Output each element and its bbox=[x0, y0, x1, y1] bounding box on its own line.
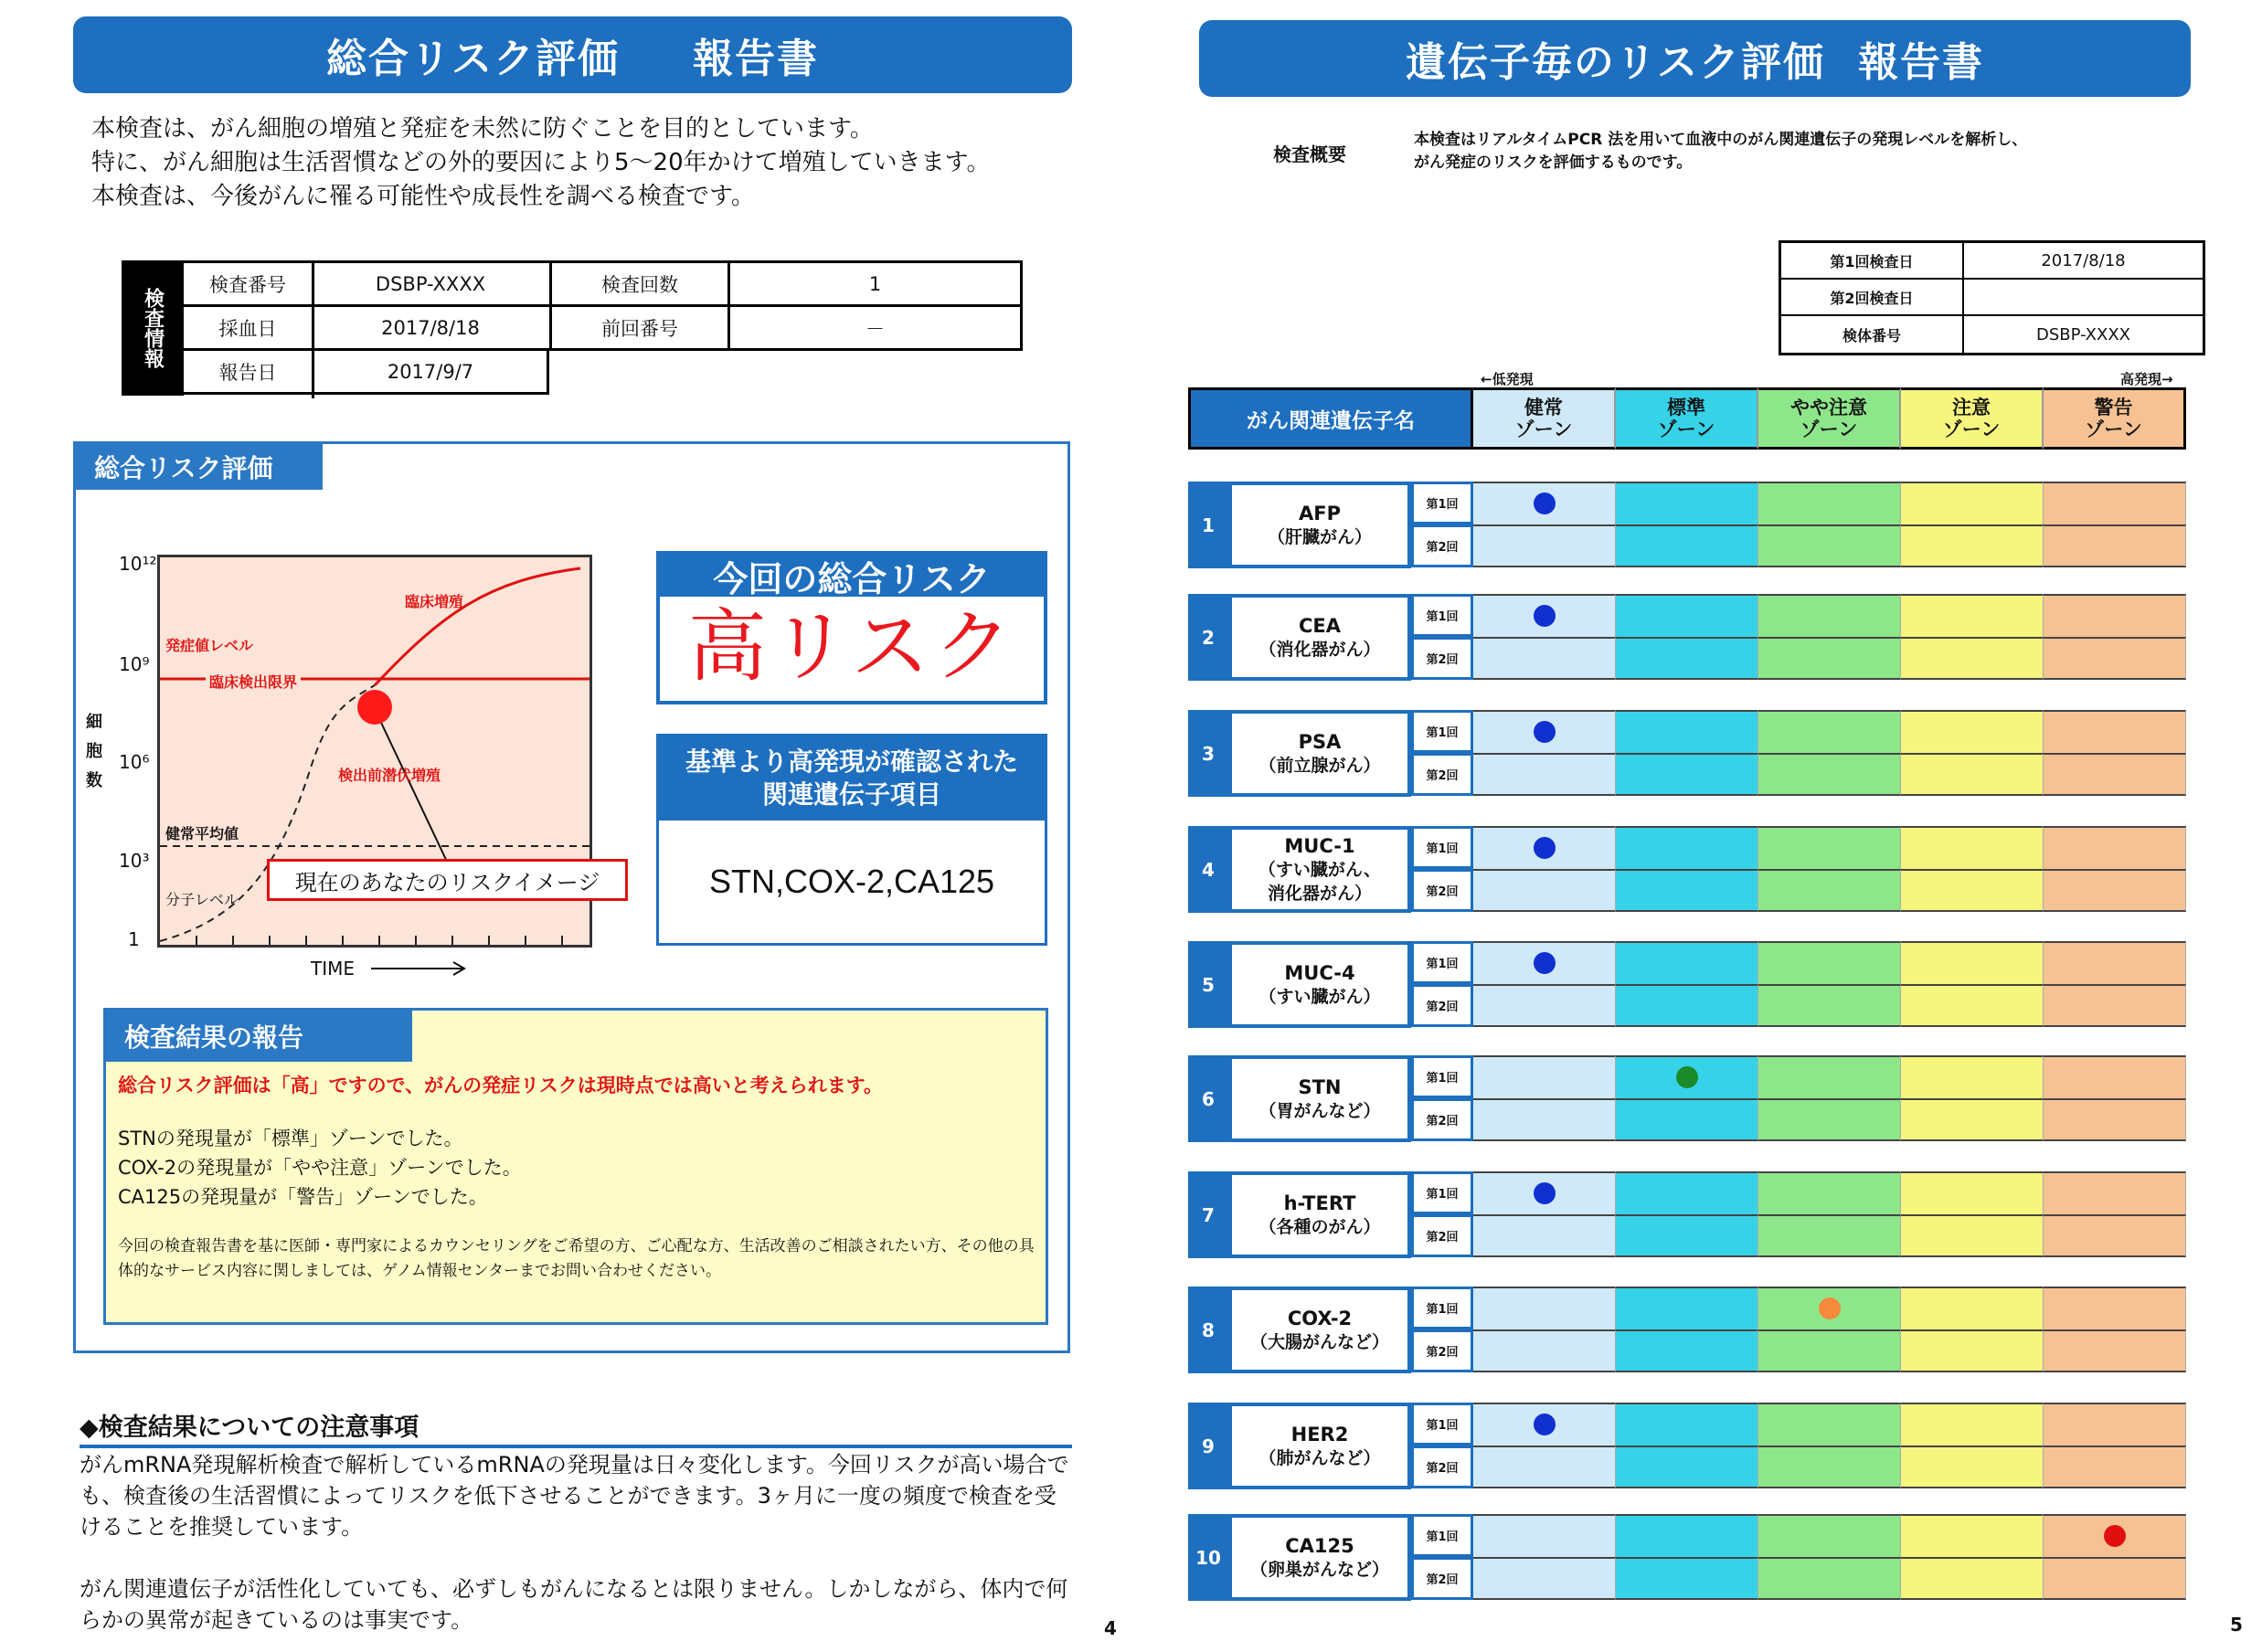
result-dot bbox=[2104, 1525, 2126, 1547]
zone-cell bbox=[1616, 482, 1758, 524]
round-2-label: 第2回 bbox=[1411, 1098, 1473, 1141]
zone-cell bbox=[1473, 984, 1616, 1027]
zone-cell bbox=[2044, 710, 2186, 753]
zone-cell bbox=[1616, 1557, 1758, 1600]
zone-cell bbox=[1473, 1214, 1616, 1257]
gene-cancer-type: （すい臓がん、 bbox=[1258, 859, 1382, 880]
zone-cell bbox=[1473, 1287, 1616, 1329]
gene-cancer-type: （肺がんなど） bbox=[1258, 1447, 1381, 1468]
zone-cell bbox=[2044, 1329, 2186, 1372]
gene-name: MUC-4 bbox=[1284, 961, 1355, 984]
zone-cell bbox=[2044, 1403, 2186, 1446]
intro-line: 特に、がん細胞は生活習慣などの外的要因により5～20年かけて増殖していきます。 bbox=[91, 149, 991, 176]
zone-cell bbox=[1616, 753, 1758, 796]
zone-cell bbox=[1758, 1098, 1901, 1141]
report-tab: 検査結果の報告 bbox=[106, 1011, 412, 1062]
zone-cell bbox=[1901, 869, 2044, 912]
gene-row bbox=[1188, 826, 2188, 913]
zone-cell bbox=[1473, 1329, 1616, 1372]
zone-cell bbox=[2044, 1446, 2186, 1488]
round-2-label: 第2回 bbox=[1411, 869, 1473, 912]
gene-name-cell bbox=[1228, 1171, 1411, 1258]
x-axis-text: TIME bbox=[311, 958, 356, 980]
zone-cell bbox=[2044, 826, 2186, 869]
gene-row bbox=[1188, 594, 2188, 681]
y-tick-label: 10⁹ bbox=[119, 653, 150, 675]
gene-number: 8 bbox=[1188, 1287, 1228, 1373]
zone-cell bbox=[2044, 524, 2186, 567]
high-expression-genes-box bbox=[656, 734, 1047, 946]
zone-cell bbox=[1758, 1329, 1901, 1372]
gene-row bbox=[1188, 482, 2188, 568]
gene-row bbox=[1188, 1055, 2188, 1142]
gene-name-cell bbox=[1228, 1403, 1411, 1489]
label-molecular-level: 分子レベル bbox=[165, 891, 239, 908]
zone-cell bbox=[2044, 1287, 2186, 1329]
zone-cell bbox=[1901, 826, 2044, 869]
high-expression-title bbox=[659, 736, 1045, 821]
zone-cell bbox=[2044, 482, 2186, 524]
gene-name: HER2 bbox=[1290, 1423, 1349, 1446]
label-healthy-average: 健常平均値 bbox=[165, 825, 239, 842]
low-expression-label: ←低発現 bbox=[1481, 371, 1534, 387]
zone-cell bbox=[1901, 1214, 2044, 1257]
gene-name: MUC-1 bbox=[1284, 834, 1355, 857]
info-val-blood: 2017/8/18 bbox=[312, 307, 549, 351]
zone-cell bbox=[1758, 1446, 1901, 1488]
gene-name: CA125 bbox=[1285, 1534, 1354, 1557]
round-2-label: 第2回 bbox=[1411, 524, 1473, 567]
gene-name-cell bbox=[1228, 941, 1411, 1028]
gene-row bbox=[1188, 1171, 2188, 1258]
result-dot bbox=[1534, 721, 1556, 743]
zone-cell bbox=[1901, 1557, 2044, 1600]
zone-cell bbox=[1901, 1287, 2044, 1329]
current-risk-value: 高リスク bbox=[687, 601, 1016, 693]
zone-cell bbox=[1901, 1171, 2044, 1214]
zone-cell bbox=[1758, 753, 1901, 796]
zone-header bbox=[1901, 387, 2044, 450]
notes-paragraph: がん関連遺伝子が活性化していても、必ずしもがんになるとは限りません。しかしながら、体内で何らかの異常が起きているのは事実です。 bbox=[80, 1576, 1068, 1633]
gene-name-cell bbox=[1228, 710, 1411, 797]
zone-cell bbox=[1758, 482, 1901, 524]
zone-cell bbox=[1616, 1287, 1758, 1329]
gene-row bbox=[1188, 710, 2188, 797]
zone-cell bbox=[1901, 482, 2044, 524]
round-1-label: 第1回 bbox=[1411, 826, 1473, 869]
gene-number: 1 bbox=[1188, 482, 1228, 568]
gene-name: h-TERT bbox=[1283, 1191, 1356, 1214]
gene-name: AFP bbox=[1299, 502, 1341, 524]
zone-cell bbox=[1758, 1171, 1901, 1214]
zone-cell bbox=[1616, 1171, 1758, 1214]
zone-cell bbox=[2044, 941, 2186, 984]
zone-header-line1: 注意 bbox=[1952, 397, 1991, 418]
info-key-blood: 採血日 bbox=[184, 307, 312, 351]
zone-header-line2: ゾーン bbox=[1800, 418, 1858, 440]
high-expression-label: 高発現→ bbox=[2120, 371, 2173, 387]
zone-cell bbox=[1473, 1514, 1616, 1557]
result-dot bbox=[1534, 492, 1556, 514]
zone-cell bbox=[1616, 1329, 1758, 1372]
zone-cell bbox=[1758, 1403, 1901, 1446]
result-dot bbox=[1534, 1182, 1556, 1204]
zone-cell bbox=[1758, 941, 1901, 984]
zone-cell bbox=[1901, 524, 2044, 567]
round-1-label: 第1回 bbox=[1411, 482, 1473, 524]
gene-name-cell bbox=[1228, 594, 1411, 681]
gene-cancer-type: （消化器がん） bbox=[1258, 639, 1381, 660]
zone-cell bbox=[1473, 524, 1616, 567]
zone-cell bbox=[2044, 1214, 2186, 1257]
gene-row bbox=[1188, 941, 2188, 1028]
right-title-suffix: 報告書 bbox=[1858, 39, 1985, 86]
zone-cell bbox=[1901, 984, 2044, 1027]
zone-cell bbox=[1616, 984, 1758, 1027]
result-dot bbox=[1534, 952, 1556, 974]
gene-name-header: がん関連遺伝子名 bbox=[1188, 387, 1473, 450]
y-tick-label: 1 bbox=[128, 928, 140, 950]
notes-title: ◆検査結果についての注意事項 bbox=[80, 1407, 1072, 1448]
zone-cell bbox=[1616, 710, 1758, 753]
zone-cell bbox=[1758, 984, 1901, 1027]
zone-header-line2: ゾーン bbox=[1657, 418, 1715, 440]
gene-number: 4 bbox=[1188, 826, 1228, 913]
zone-cell bbox=[1901, 710, 2044, 753]
gene-cancer-type: （胃がんなど） bbox=[1258, 1100, 1381, 1121]
summary-line: がん発症のリスクを評価するものです。 bbox=[1414, 154, 1693, 172]
gene-cancer-type: （卵巣がんなど） bbox=[1249, 1559, 1389, 1580]
round-2-label: 第2回 bbox=[1411, 753, 1473, 796]
test-date-table bbox=[1779, 240, 2205, 355]
report-summary: 総合リスク評価は「高」ですので、がんの発症リスクは現時点では高いと考えられます。 bbox=[118, 1075, 884, 1096]
gene-name: COX-2 bbox=[1287, 1307, 1353, 1329]
x-axis-label bbox=[311, 958, 472, 980]
zone-cell bbox=[1616, 637, 1758, 680]
info-side-label: 検査情報 bbox=[122, 260, 184, 396]
page-number-left: 4 bbox=[1104, 1617, 1117, 1639]
label-latent-growth: 検出前潜伏増殖 bbox=[338, 767, 441, 784]
zone-cell bbox=[1616, 524, 1758, 567]
notes-paragraph: がんmRNA発現解析検査で解析しているmRNAの発現量は日々変化します。今回リスクが高い場合でも、検査後の生活習慣によってリスクを低下させることができます。3ヶ月に一度の頻度で検査を受けることを推奨しています。 bbox=[80, 1452, 1069, 1540]
round-1-label: 第1回 bbox=[1411, 1514, 1473, 1557]
zone-cell bbox=[1758, 1214, 1901, 1257]
y-axis-label: 細胞数 bbox=[83, 713, 102, 800]
right-title-main: 遺伝子毎のリスク評価 bbox=[1405, 39, 1826, 86]
gene-cancer-type: （肝臓がん） bbox=[1267, 526, 1372, 547]
zone-cell bbox=[1901, 941, 2044, 984]
left-title-main: 総合リスク評価 bbox=[325, 36, 621, 82]
zone-cell bbox=[1616, 1098, 1758, 1141]
zone-cell bbox=[1616, 826, 1758, 869]
y-tick-label: 10¹² bbox=[119, 553, 157, 575]
zone-cell bbox=[1473, 1055, 1616, 1098]
info-key-count: 検査回数 bbox=[549, 263, 727, 307]
current-risk-title: 今回の総合リスク bbox=[660, 555, 1044, 597]
zone-cell bbox=[1616, 941, 1758, 984]
zone-cell bbox=[2044, 1055, 2186, 1098]
gene-name: PSA bbox=[1298, 730, 1342, 753]
result-dot bbox=[1534, 605, 1556, 627]
intro-text bbox=[91, 112, 991, 214]
label-clinical-growth: 臨床増殖 bbox=[405, 593, 464, 610]
zone-cell bbox=[1616, 1446, 1758, 1488]
zone-cell bbox=[1901, 1514, 2044, 1557]
label-onset-level: 発症値レベル bbox=[165, 637, 254, 654]
risk-image-callout: 現在のあなたのリスクイメージ bbox=[267, 859, 628, 901]
gene-number: 7 bbox=[1188, 1171, 1228, 1258]
zone-header-line1: 健常 bbox=[1524, 397, 1563, 418]
result-dot bbox=[1534, 1414, 1556, 1435]
zone-header bbox=[1758, 387, 1901, 450]
zone-cell bbox=[1758, 637, 1901, 680]
zone-cell bbox=[2044, 1557, 2186, 1600]
specimen-no-key: 検体番号 bbox=[1781, 316, 1964, 353]
current-risk-marker bbox=[357, 690, 392, 725]
zone-header-line2: ゾーン bbox=[2085, 418, 2142, 440]
round-1-label: 第1回 bbox=[1411, 1171, 1473, 1214]
zone-cell bbox=[1473, 869, 1616, 912]
gene-number: 6 bbox=[1188, 1055, 1228, 1142]
zone-cell bbox=[1758, 1055, 1901, 1098]
gene-name-cell bbox=[1228, 1514, 1411, 1601]
zone-cell bbox=[1616, 869, 1758, 912]
zone-cell bbox=[1473, 753, 1616, 796]
zone-header-line1: やや注意 bbox=[1790, 397, 1867, 418]
round-2-label: 第2回 bbox=[1411, 1446, 1473, 1488]
zone-cell bbox=[1901, 1403, 2044, 1446]
zone-cell bbox=[1901, 594, 2044, 637]
gene-name-cell bbox=[1228, 826, 1411, 913]
round-1-label: 第1回 bbox=[1411, 1403, 1473, 1446]
second-test-date-key: 第2回検査日 bbox=[1781, 280, 1964, 314]
gene-cancer-type: 消化器がん） bbox=[1267, 883, 1372, 904]
zone-cell bbox=[1901, 1098, 2044, 1141]
result-dot bbox=[1676, 1066, 1698, 1088]
gene-cancer-type: （各種のがん） bbox=[1258, 1216, 1381, 1237]
round-1-label: 第1回 bbox=[1411, 1287, 1473, 1329]
round-1-label: 第1回 bbox=[1411, 1055, 1473, 1098]
gene-row bbox=[1188, 1514, 2188, 1601]
round-1-label: 第1回 bbox=[1411, 941, 1473, 984]
result-dot bbox=[1819, 1297, 1841, 1319]
round-2-label: 第2回 bbox=[1411, 637, 1473, 680]
zone-cell bbox=[2044, 1171, 2186, 1214]
page-number-right: 5 bbox=[2230, 1614, 2243, 1636]
zone-header-line2: ゾーン bbox=[1942, 418, 2001, 440]
zone-header-line1: 警告 bbox=[2094, 397, 2133, 418]
zone-cell bbox=[1473, 637, 1616, 680]
zone-header bbox=[1473, 387, 1616, 450]
zone-header bbox=[1616, 387, 1758, 450]
summary-label: 検査概要 bbox=[1273, 143, 1346, 165]
info-table bbox=[184, 260, 1023, 396]
gene-number: 10 bbox=[1188, 1514, 1228, 1601]
report-line: COX-2の発現量が「やや注意」ゾーンでした。 bbox=[118, 1157, 522, 1179]
gene-name-cell bbox=[1228, 482, 1411, 568]
zone-cell bbox=[1473, 1557, 1616, 1600]
info-val-count: 1 bbox=[727, 263, 1023, 307]
y-tick-label: 10³ bbox=[119, 850, 150, 872]
test-result-report bbox=[103, 1008, 1048, 1325]
zone-cell bbox=[1616, 1214, 1758, 1257]
round-2-label: 第2回 bbox=[1411, 1214, 1473, 1257]
zone-header bbox=[2044, 387, 2186, 450]
summary-line: 本検査はリアルタイムPCR 法を用いて血液中のがん関連遺伝子の発現レベルを解析し、 bbox=[1414, 131, 2028, 149]
intro-line: 本検査は、今後がんに罹る可能性や成長性を調べる検査です。 bbox=[91, 183, 755, 210]
notes-body bbox=[80, 1449, 1072, 1636]
zone-cell bbox=[1758, 710, 1901, 753]
gene-cancer-type: （大腸がんなど） bbox=[1249, 1331, 1389, 1352]
zone-cell bbox=[2044, 984, 2186, 1027]
zone-cell bbox=[2044, 637, 2186, 680]
info-key-prev: 前回番号 bbox=[549, 307, 727, 351]
zone-cell bbox=[2044, 869, 2186, 912]
zone-cell bbox=[2044, 753, 2186, 796]
gene-number: 5 bbox=[1188, 941, 1228, 1028]
first-test-date-key: 第1回検査日 bbox=[1781, 243, 1964, 278]
gene-row bbox=[1188, 1403, 2188, 1489]
report-line: STNの発現量が「標準」ゾーンでした。 bbox=[118, 1128, 463, 1149]
high-expression-title-line2: 関連遺伝子項目 bbox=[761, 779, 941, 810]
zone-cell bbox=[1616, 1403, 1758, 1446]
gene-name-cell bbox=[1228, 1287, 1411, 1373]
gene-number: 3 bbox=[1188, 710, 1228, 797]
specimen-no-value: DSBP-XXXX bbox=[2035, 324, 2131, 344]
gene-name: STN bbox=[1298, 1075, 1342, 1098]
round-2-label: 第2回 bbox=[1411, 1329, 1473, 1372]
zone-cell bbox=[1901, 1055, 2044, 1098]
zone-cell bbox=[2044, 1098, 2186, 1141]
gene-number: 9 bbox=[1188, 1403, 1228, 1489]
zone-header-line2: ゾーン bbox=[1514, 418, 1573, 440]
second-test-date-value bbox=[1964, 280, 2203, 314]
label-detect-limit: 臨床検出限界 bbox=[206, 671, 301, 692]
report-contact-note: 今回の検査報告書を基に医師・専門家によるカウンセリングをご希望の方、ご心配な方、生活改善のご相談されたい方、その他の具体的なサービス内容に関しましては、ゲノム情報センターまでお問い合わせください。 bbox=[118, 1237, 1035, 1280]
gene-row bbox=[1188, 1287, 2188, 1373]
zone-cell bbox=[1473, 1446, 1616, 1488]
info-key-report: 報告日 bbox=[184, 351, 312, 395]
summary-text bbox=[1414, 129, 2027, 175]
report-line: CA125の発現量が「警告」ゾーンでした。 bbox=[118, 1186, 488, 1208]
info-val-prev: － bbox=[727, 307, 1023, 351]
zone-cell bbox=[1616, 1514, 1758, 1557]
first-test-date-value: 2017/8/18 bbox=[2041, 250, 2126, 270]
zone-header-line1: 標準 bbox=[1667, 397, 1705, 418]
overall-risk-tab: 総合リスク評価 bbox=[76, 444, 323, 490]
report-lines bbox=[118, 1071, 883, 1212]
left-title-suffix: 報告書 bbox=[693, 36, 820, 82]
gene-cancer-type: （前立腺がん） bbox=[1258, 755, 1381, 776]
result-dot bbox=[1534, 837, 1556, 859]
gene-name: CEA bbox=[1298, 614, 1341, 637]
left-title-banner bbox=[73, 16, 1072, 93]
zone-cell bbox=[1758, 826, 1901, 869]
zone-cell bbox=[1901, 1329, 2044, 1372]
info-key-test-no: 検査番号 bbox=[184, 263, 312, 307]
intro-line: 本検査は、がん細胞の増殖と発症を未然に防ぐことを目的としています。 bbox=[91, 115, 874, 143]
zone-cell bbox=[1616, 594, 1758, 637]
current-overall-risk-box bbox=[656, 551, 1047, 704]
zone-cell bbox=[1758, 524, 1901, 567]
gene-number: 2 bbox=[1188, 594, 1228, 681]
zone-cell bbox=[1901, 1446, 2044, 1488]
zone-cell bbox=[1901, 753, 2044, 796]
zone-cell bbox=[1901, 637, 2044, 680]
y-tick-label: 10⁶ bbox=[119, 751, 150, 773]
high-expression-title-line1: 基準より高発現が確認された bbox=[685, 747, 1018, 777]
info-val-report: 2017/9/7 bbox=[312, 351, 549, 395]
round-2-label: 第2回 bbox=[1411, 1557, 1473, 1600]
arrow-right-icon bbox=[371, 959, 472, 978]
zone-cell bbox=[1758, 594, 1901, 637]
gene-name-cell bbox=[1228, 1055, 1411, 1142]
round-1-label: 第1回 bbox=[1411, 594, 1473, 637]
zone-cell bbox=[2044, 594, 2186, 637]
zone-cell bbox=[1473, 1098, 1616, 1141]
zone-cell bbox=[1758, 1514, 1901, 1557]
high-expression-genes: STN,COX-2,CA125 bbox=[708, 863, 995, 900]
zone-cell bbox=[1758, 1557, 1901, 1600]
zone-cell bbox=[1758, 869, 1901, 912]
round-1-label: 第1回 bbox=[1411, 710, 1473, 753]
info-val-test-no: DSBP-XXXX bbox=[312, 263, 549, 307]
round-2-label: 第2回 bbox=[1411, 984, 1473, 1027]
gene-cancer-type: （すい臓がん） bbox=[1258, 986, 1381, 1007]
right-title-banner bbox=[1199, 20, 2191, 97]
